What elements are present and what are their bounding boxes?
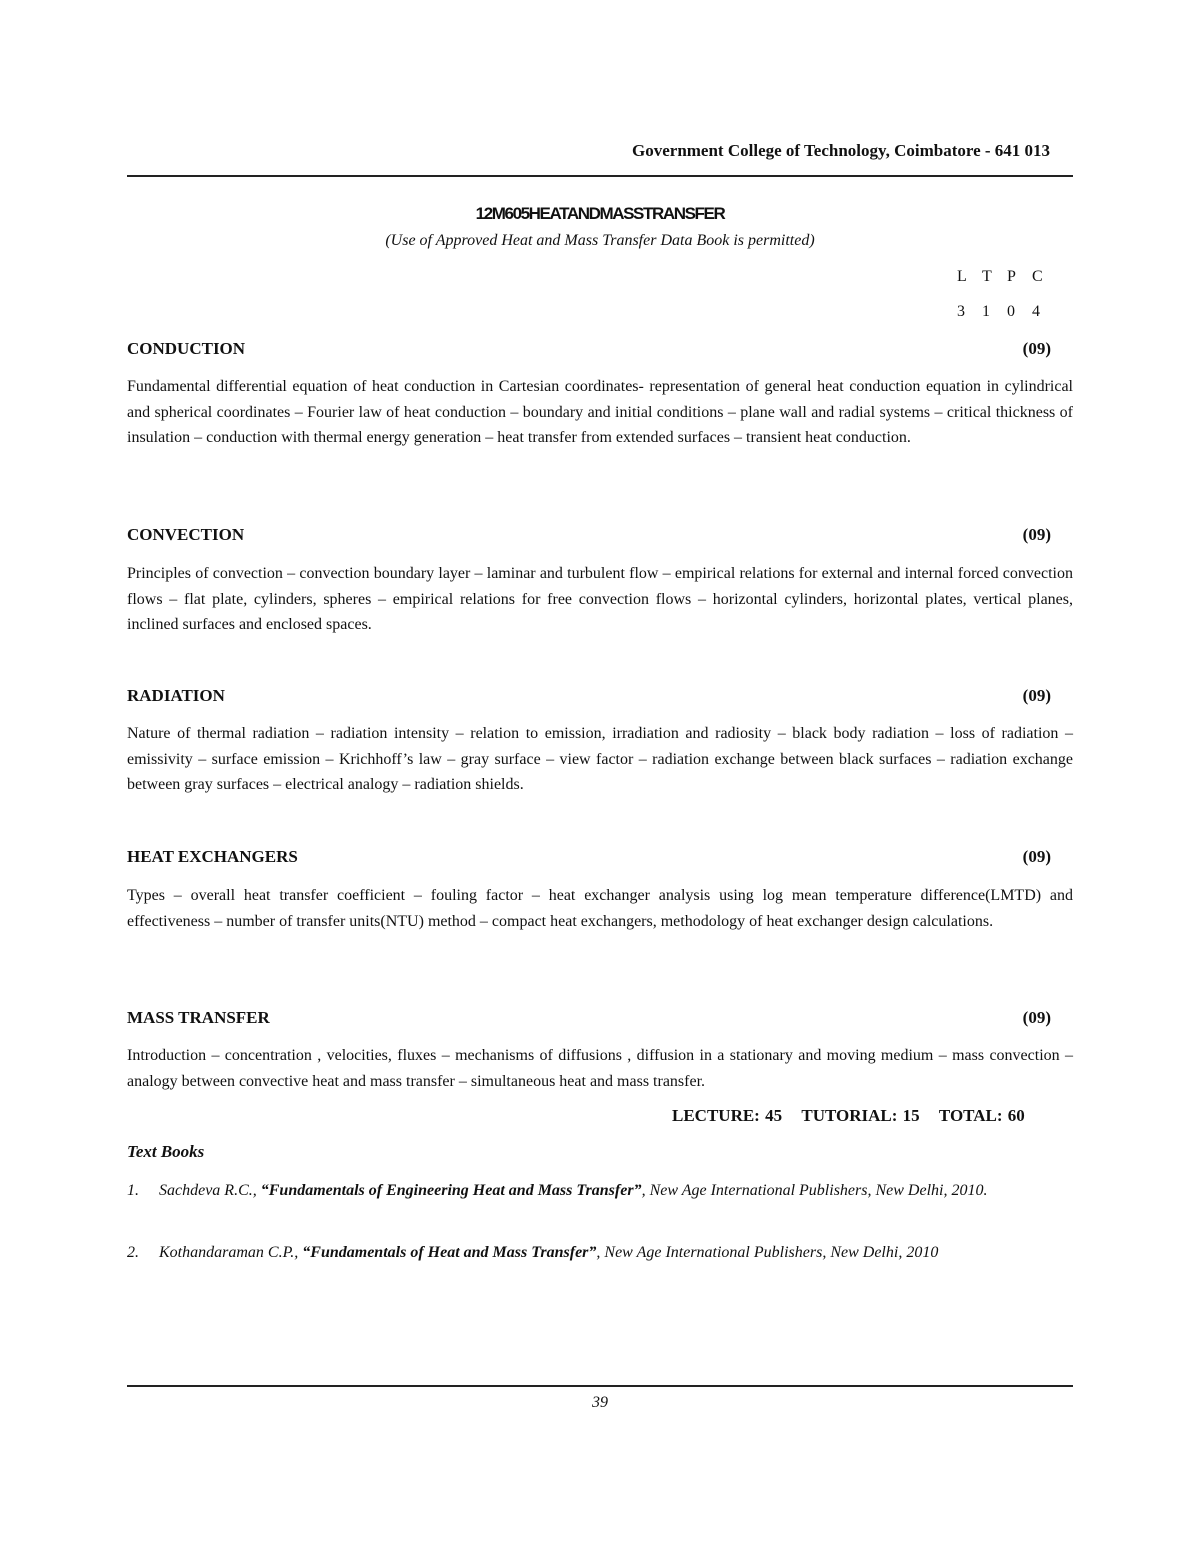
data-book-note: (Use of Approved Heat and Mass Transfer Data Book is permitted) (385, 232, 815, 249)
footer-rule (127, 1385, 1073, 1387)
ltpc-label-t: T (982, 268, 992, 285)
text-book-publisher: , New Age International Publishers, New Delhi, 2010. (641, 1182, 988, 1199)
text-book-item (127, 1178, 1073, 1204)
page-number: 39 (592, 1394, 608, 1411)
unit-heading-conduction (127, 339, 1051, 359)
unit-heading-mass-transfer (127, 1008, 1051, 1028)
ltpc-value-l: 3 (957, 303, 965, 320)
unit-hours: (09) (1022, 525, 1051, 544)
text-book-title: “Fundamentals of Engineering Heat and Mass Transfer” (260, 1182, 642, 1199)
ltpc-labels (957, 268, 1057, 286)
unit-title: CONDUCTION (127, 339, 246, 358)
text-book-citation (159, 1178, 1073, 1204)
institution-header: Government College of Technology, Coimbatore - 641 013 (632, 141, 1051, 160)
unit-body-heat-exchangers: Types – overall heat transfer coefficient – fouling factor – heat exchanger analysis using log mean temperature difference(LMTD) and effectiveness – number of transfer units(NTU) method – compact heat exchangers, methodology of heat exchanger design calculations. (127, 887, 1073, 930)
unit-title: HEAT EXCHANGERS (127, 847, 298, 866)
unit-hours: (09) (1022, 847, 1051, 866)
text-book-publisher: , New Age International Publishers, New Delhi, 2010 (596, 1244, 939, 1261)
unit-body-radiation: Nature of thermal radiation – radiation intensity – relation to emission, irradiation and radiosity – black body radiation – loss of radiation – emissivity – surface emission – Krichhoff’s law – gray surface – view factor – radiation exchange between black surfaces – radiation exchange between gray surfaces – electrical analogy – radiation shields. (127, 725, 1073, 793)
ltpc-value-p: 0 (1007, 303, 1015, 320)
ltpc-value-c: 4 (1032, 303, 1040, 320)
text-book-author: Sachdeva R.C., (159, 1182, 261, 1199)
ltpc-label-c: C (1032, 268, 1043, 285)
ltpc-label-p: P (1007, 268, 1016, 285)
lecture-total: LECTURE: 45 (672, 1106, 783, 1125)
text-book-author: Kothandaraman C.P., (159, 1244, 303, 1261)
course-title: 12M605HEATANDMASSTRANSFER (475, 204, 725, 223)
ltpc-values (957, 303, 1057, 321)
text-book-number: 1. (127, 1182, 139, 1199)
unit-heading-convection (127, 525, 1051, 545)
text-book-item (127, 1240, 1073, 1266)
unit-title: MASS TRANSFER (127, 1008, 270, 1027)
unit-heading-heat-exchangers (127, 847, 1051, 867)
unit-hours: (09) (1022, 339, 1051, 358)
unit-title: RADIATION (127, 686, 225, 705)
header-rule (127, 175, 1073, 177)
grand-total: TOTAL: 60 (938, 1106, 1025, 1125)
ltpc-label-l: L (957, 268, 967, 285)
tutorial-total: TUTORIAL: 15 (801, 1106, 920, 1125)
text-book-title: “Fundamentals of Heat and Mass Transfer” (302, 1244, 597, 1261)
unit-hours: (09) (1022, 686, 1051, 705)
hours-totals (672, 1106, 1025, 1126)
text-book-citation (159, 1240, 1073, 1266)
unit-title: CONVECTION (127, 525, 245, 544)
ltpc-value-t: 1 (982, 303, 990, 320)
unit-body-conduction: Fundamental differential equation of heat conduction in Cartesian coordinates- representation of general heat conduction equation in cylindrical and spherical coordinates – Fourier law of heat conduction – boundary and initial conditions – plane wall and radial systems – critical thickness of insulation – conduction with thermal energy generation – heat transfer from extended surfaces – transient heat conduction. (127, 378, 1073, 446)
unit-body-mass-transfer: Introduction – concentration , velocities, fluxes – mechanisms of diffusions , diffusion in a stationary and moving medium – mass convection – analogy between convective heat and mass transfer – simultaneous heat and mass transfer. (127, 1047, 1073, 1090)
text-book-number: 2. (127, 1244, 139, 1261)
text-books-heading: Text Books (127, 1142, 205, 1161)
unit-heading-radiation (127, 686, 1051, 706)
unit-hours: (09) (1022, 1008, 1051, 1027)
unit-body-convection: Principles of convection – convection boundary layer – laminar and turbulent flow – empirical relations for external and internal forced convection flows – flat plate, cylinders, spheres – empirical relations for free convection flows – horizontal cylinders, horizontal plates, vertical planes, inclined surfaces and enclosed spaces. (127, 565, 1073, 633)
